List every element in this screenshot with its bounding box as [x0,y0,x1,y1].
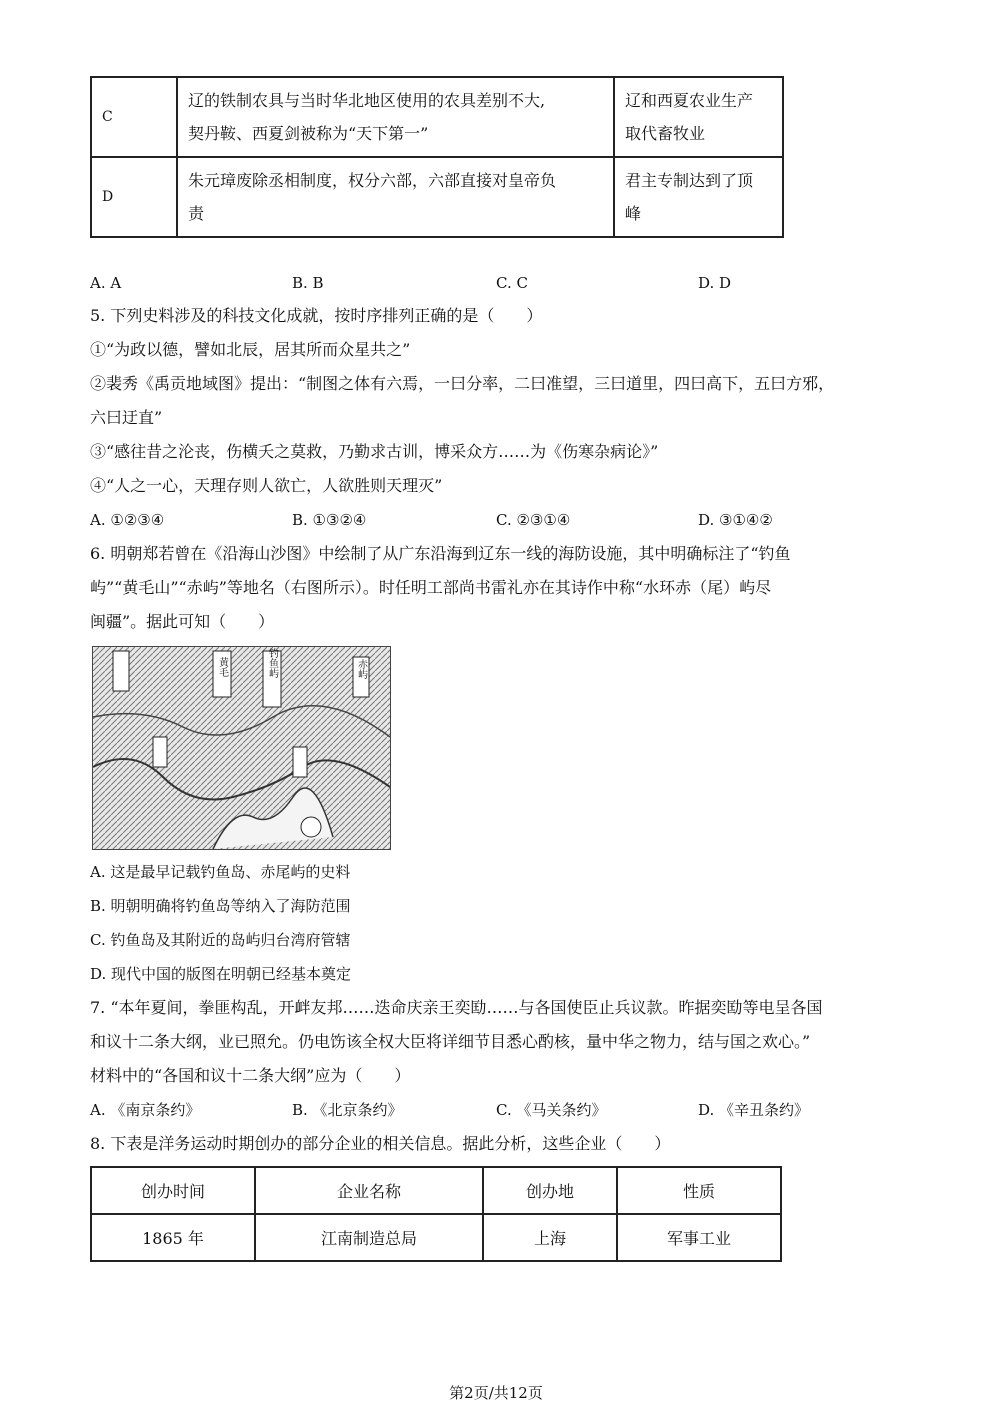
q5-option-c[interactable]: C. ②③①④ [496,511,571,529]
q7-option-a[interactable]: A. 《南京条约》 [90,1101,201,1119]
q7-stem-line-2: 和议十二条大纲，业已照允。仍电饬该全权大臣将详细节目悉心酌核，量中华之物力，结与国之欢心。” [90,1032,811,1051]
text-line: 辽的铁制农具与当时华北地区使用的农具差别不大, [188,91,546,110]
q4-option-c[interactable]: C. C [496,274,528,292]
q6-stem-line-2: 屿”“黄毛山”“赤屿”等地名（右图所示）。时任明工部尚书雷礼亦在其诗作中称“水环赤（尾）屿尽 [90,578,772,597]
q6-stem-line-1: 6. 明朝郑若曾在《沿海山沙图》中绘制了从广东沿海到辽东一线的海防设施，其中明确标注了“钓鱼 [90,544,791,563]
row-conclusion [614,157,783,237]
text-line: 辽和西夏农业生产 [625,91,754,110]
map-label-chiyu: 赤屿 [355,659,367,679]
q5-option-b[interactable]: B. ①③②④ [292,511,367,529]
q6-option-d[interactable]: D. 现代中国的版图在明朝已经基本奠定 [90,965,352,983]
q5-item-4: ④“人之一心，天理存则人欲亡，人欲胜则天理灭” [90,476,443,495]
q7-option-c[interactable]: C. 《马关条约》 [496,1101,607,1119]
text-line: 朱元璋废除丞相制度，权分六部，六部直接对皇帝负 [188,171,557,190]
header-location: 创办地 [483,1167,617,1214]
table-row [91,77,783,157]
q4-option-d[interactable]: D. D [698,274,732,292]
row-label: D [91,157,177,237]
q7-stem-line-3: 材料中的“各国和议十二条大纲”应为（ ） [90,1066,411,1085]
q5-stem: 5. 下列史料涉及的科技文化成就，按时序排列正确的是（ ） [90,306,543,325]
text-line: 责 [188,204,205,223]
q6-option-a[interactable]: A. 这是最早记载钓鱼岛、赤尾屿的史料 [90,863,351,881]
header-nature: 性质 [617,1167,781,1214]
q7-option-b[interactable]: B. 《北京条约》 [292,1101,403,1119]
page-number: 第2页/共12页 [449,1384,543,1402]
q6-option-b[interactable]: B. 明朝明确将钓鱼岛等纳入了海防范围 [90,897,351,915]
text-line: 君主专制达到了顶 [625,171,754,190]
header-enterprise-name: 企业名称 [255,1167,483,1214]
table-row [91,1214,781,1261]
q4-option-b[interactable]: B. B [292,274,324,292]
map-label-huangmao: 黄毛 [216,657,228,677]
text-line: 取代畜牧业 [625,124,706,143]
cell-founding-time: 1865 年 [91,1214,255,1261]
cell-nature: 军事工业 [617,1214,781,1261]
map-label-diaoyu: 钓鱼屿 [266,648,278,678]
q5-item-1: ①“为政以德，譬如北辰，居其所而众星共之” [90,340,411,359]
enterprise-table [90,1166,782,1262]
row-evidence [177,77,614,157]
table-row [91,157,783,237]
row-conclusion [614,77,783,157]
q6-option-c[interactable]: C. 钓鱼岛及其附近的岛屿归台湾府管辖 [90,931,351,949]
q5-item-2-cont: 六曰迂直” [90,408,163,427]
q4-option-a[interactable]: A. A [90,274,122,292]
text-line: 契丹鞍、西夏剑被称为“天下第一” [188,124,429,143]
header-founding-time: 创办时间 [91,1167,255,1214]
table-header-row [91,1167,781,1214]
cell-enterprise-name: 江南制造总局 [255,1214,483,1261]
q5-item-2: ②裴秀《禹贡地域图》提出：“制图之体有六焉，一曰分率，二曰准望，三曰道里，四曰高下，五曰方邪， [90,374,835,393]
map-illustration [93,647,390,849]
q7-option-d[interactable]: D. 《辛丑条约》 [698,1101,810,1119]
q6-stem-line-3: 闽疆”。据此可知（ ） [90,612,275,631]
row-evidence [177,157,614,237]
coastal-map-image [92,646,391,850]
text-line: 峰 [625,204,642,223]
cell-location: 上海 [483,1214,617,1261]
q5-option-d[interactable]: D. ③①④② [698,511,773,529]
row-label: C [91,77,177,157]
q5-option-a[interactable]: A. ①②③④ [90,511,165,529]
q7-stem-line-1: 7. “本年夏间，拳匪构乱，开衅友邦……迭命庆亲王奕劻……与各国使臣止兵议款。昨据奕劻等电呈各国 [90,998,823,1017]
options-table [90,76,784,238]
q5-item-3: ③“感往昔之沦丧，伤横夭之莫救，乃勤求古训，博采众方……为《伤寒杂病论》” [90,442,659,461]
q8-stem: 8. 下表是洋务运动时期创办的部分企业的相关信息。据此分析，这些企业（ ） [90,1134,671,1153]
